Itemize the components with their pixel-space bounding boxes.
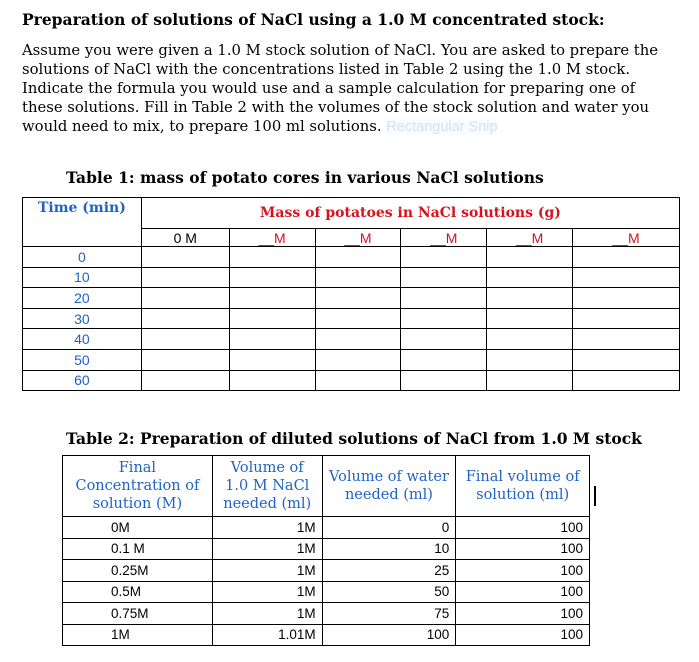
table-row bbox=[23, 349, 680, 370]
cell-final-volume[interactable]: 100 bbox=[456, 603, 590, 625]
table-row bbox=[23, 267, 680, 288]
mass-cell[interactable] bbox=[573, 308, 680, 329]
time-value: 40 bbox=[23, 329, 142, 350]
mass-cell[interactable] bbox=[315, 247, 401, 268]
mass-cell[interactable] bbox=[229, 288, 315, 309]
table2-caption: Table 2: Preparation of diluted solutions of NaCl from 1.0 M stock bbox=[66, 429, 642, 448]
mass-cell[interactable] bbox=[487, 349, 573, 370]
mass-cell[interactable] bbox=[229, 370, 315, 391]
cell-stock-volume[interactable]: 1M bbox=[212, 517, 322, 539]
mass-cell[interactable] bbox=[229, 247, 315, 268]
mass-cell[interactable] bbox=[229, 267, 315, 288]
mass-cell[interactable] bbox=[487, 329, 573, 350]
cell-concentration[interactable]: 0.1 M bbox=[63, 538, 213, 560]
table1-potato-mass bbox=[22, 197, 680, 391]
mass-cell[interactable] bbox=[141, 370, 229, 391]
mass-cell[interactable] bbox=[229, 329, 315, 350]
instructions-text: Assume you were given a 1.0 M stock solution of NaCl. You are asked to prepare the solutions of NaCl with the concentrations listed in Table 2 using the 1.0 M stock. Indicate the formula you would use and a sample calculation for preparing one of these solutions. Fill in Table 2 with the volumes of the stock solution and water you would need to mix, to prepare 100 ml solutions. bbox=[22, 42, 659, 135]
table-row bbox=[63, 560, 590, 582]
table-row bbox=[63, 581, 590, 603]
cell-concentration[interactable]: 0.25M bbox=[63, 560, 213, 582]
conc-label: 0 M bbox=[141, 229, 229, 247]
mass-cell[interactable] bbox=[573, 288, 680, 309]
mass-cell[interactable] bbox=[401, 288, 487, 309]
table2-dilutions bbox=[62, 455, 590, 646]
cell-concentration[interactable]: 0.75M bbox=[63, 603, 213, 625]
mass-cell[interactable] bbox=[141, 308, 229, 329]
rectangular-snip-overlay: Rectangular Snip bbox=[386, 119, 498, 135]
time-value: 60 bbox=[23, 370, 142, 391]
col-header-final-concentration: Final Concentration of solution (M) bbox=[63, 456, 213, 517]
time-value: 10 bbox=[23, 267, 142, 288]
table1-caption: Table 1: mass of potato cores in various NaCl solutions bbox=[66, 168, 544, 187]
col-header-stock-volume: Volume of 1.0 M NaCl needed (ml) bbox=[212, 456, 322, 517]
mass-cell[interactable] bbox=[401, 267, 487, 288]
table-row bbox=[23, 308, 680, 329]
mass-cell[interactable] bbox=[487, 370, 573, 391]
cell-final-volume[interactable]: 100 bbox=[456, 538, 590, 560]
cell-stock-volume[interactable]: 1M bbox=[212, 581, 322, 603]
mass-cell[interactable] bbox=[141, 329, 229, 350]
mass-cell[interactable] bbox=[487, 247, 573, 268]
mass-cell[interactable] bbox=[229, 308, 315, 329]
mass-cell[interactable] bbox=[487, 288, 573, 309]
table-row bbox=[23, 370, 680, 391]
mass-cell[interactable] bbox=[315, 308, 401, 329]
cell-stock-volume[interactable]: 1M bbox=[212, 538, 322, 560]
mass-cell[interactable] bbox=[401, 370, 487, 391]
mass-cell[interactable] bbox=[229, 349, 315, 370]
mass-cell[interactable] bbox=[401, 329, 487, 350]
conc-label: __M bbox=[487, 229, 573, 247]
mass-cell[interactable] bbox=[141, 288, 229, 309]
mass-cell[interactable] bbox=[573, 247, 680, 268]
mass-header: Mass of potatoes in NaCl solutions (g) bbox=[141, 198, 679, 229]
table-row bbox=[23, 247, 680, 268]
table-row bbox=[23, 288, 680, 309]
mass-cell[interactable] bbox=[141, 247, 229, 268]
mass-cell[interactable] bbox=[141, 349, 229, 370]
cell-water-volume[interactable]: 100 bbox=[322, 624, 456, 646]
cell-final-volume[interactable]: 100 bbox=[456, 517, 590, 539]
mass-cell[interactable] bbox=[315, 349, 401, 370]
instructions-paragraph bbox=[22, 41, 672, 137]
text-cursor bbox=[594, 486, 596, 506]
conc-label: __M bbox=[315, 229, 401, 247]
time-value: 0 bbox=[23, 247, 142, 268]
cell-final-volume[interactable]: 100 bbox=[456, 581, 590, 603]
mass-cell[interactable] bbox=[315, 370, 401, 391]
cell-final-volume[interactable]: 100 bbox=[456, 624, 590, 646]
conc-label: __M bbox=[573, 229, 680, 247]
mass-cell[interactable] bbox=[573, 349, 680, 370]
mass-cell[interactable] bbox=[141, 267, 229, 288]
cell-concentration[interactable]: 1M bbox=[63, 624, 213, 646]
table-row bbox=[23, 329, 680, 350]
mass-cell[interactable] bbox=[487, 267, 573, 288]
time-value: 30 bbox=[23, 308, 142, 329]
mass-cell[interactable] bbox=[315, 329, 401, 350]
cell-stock-volume[interactable]: 1M bbox=[212, 603, 322, 625]
cell-water-volume[interactable]: 50 bbox=[322, 581, 456, 603]
table-row bbox=[63, 517, 590, 539]
time-value: 20 bbox=[23, 288, 142, 309]
mass-cell[interactable] bbox=[401, 349, 487, 370]
col-header-water-volume: Volume of water needed (ml) bbox=[322, 456, 456, 517]
cell-water-volume[interactable]: 10 bbox=[322, 538, 456, 560]
cell-water-volume[interactable]: 0 bbox=[322, 517, 456, 539]
conc-label: __M bbox=[401, 229, 487, 247]
conc-label: __M bbox=[229, 229, 315, 247]
mass-cell[interactable] bbox=[401, 308, 487, 329]
cell-stock-volume[interactable]: 1.01M bbox=[212, 624, 322, 646]
col-header-final-volume: Final volume of solution (ml) bbox=[456, 456, 590, 517]
cell-concentration[interactable]: 0.5M bbox=[63, 581, 213, 603]
mass-cell[interactable] bbox=[487, 308, 573, 329]
mass-cell[interactable] bbox=[573, 370, 680, 391]
cell-water-volume[interactable]: 75 bbox=[322, 603, 456, 625]
page-heading: Preparation of solutions of NaCl using a 1.0 M concentrated stock: bbox=[22, 10, 605, 29]
table-row bbox=[63, 603, 590, 625]
cell-stock-volume[interactable]: 1M bbox=[212, 560, 322, 582]
mass-cell[interactable] bbox=[573, 329, 680, 350]
time-header: Time (min) bbox=[23, 198, 142, 247]
mass-cell[interactable] bbox=[573, 267, 680, 288]
table-row bbox=[63, 624, 590, 646]
cell-concentration[interactable]: 0M bbox=[63, 517, 213, 539]
table-row bbox=[63, 538, 590, 560]
cell-final-volume[interactable]: 100 bbox=[456, 560, 590, 582]
cell-water-volume[interactable]: 25 bbox=[322, 560, 456, 582]
mass-cell[interactable] bbox=[315, 267, 401, 288]
mass-cell[interactable] bbox=[315, 288, 401, 309]
mass-cell[interactable] bbox=[401, 247, 487, 268]
time-value: 50 bbox=[23, 349, 142, 370]
